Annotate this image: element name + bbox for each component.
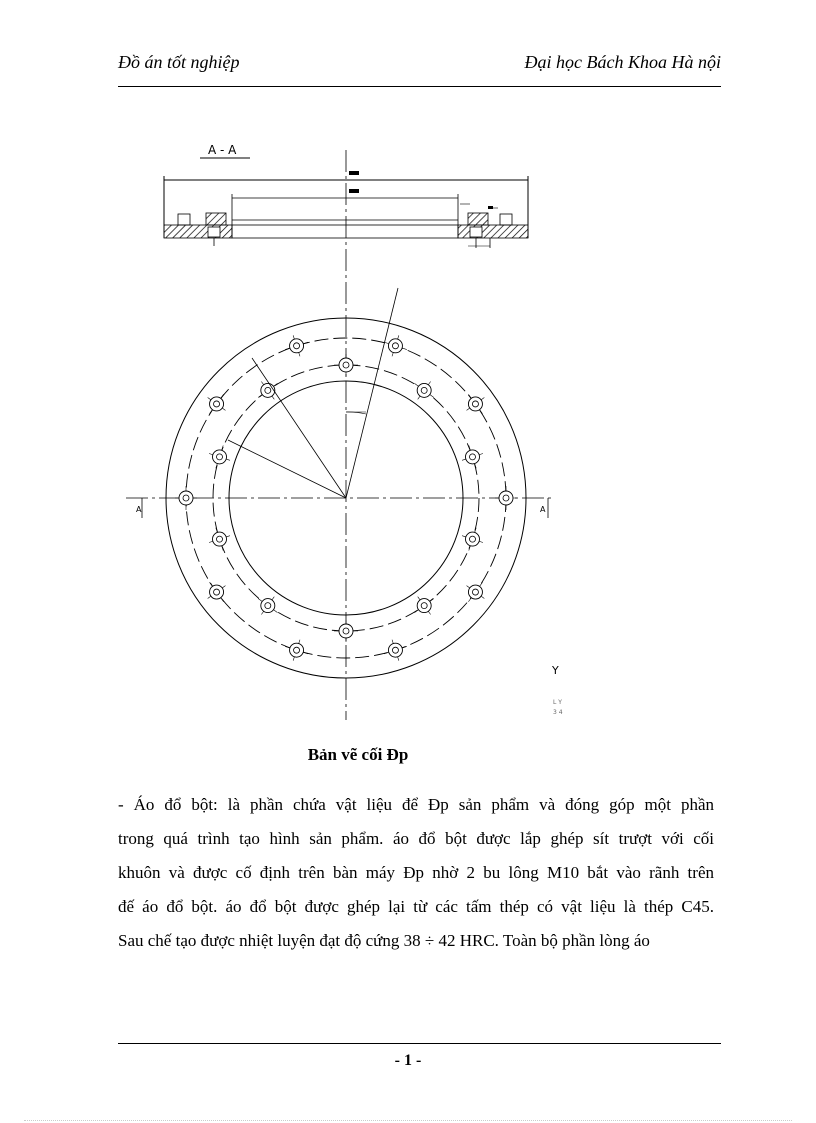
header-right-title: Đại học Bách Khoa Hà nội xyxy=(524,52,721,72)
outer-bolt-hole xyxy=(175,486,197,510)
outer-bolt-hole xyxy=(208,582,226,601)
plan-view xyxy=(126,288,552,678)
outer-bolt-hole xyxy=(285,335,308,356)
axis-label-y: Y xyxy=(552,664,559,677)
body-line: - Áo đổ bột: là phần chứa vật liệu để Đp sản phẩm và đóng góp một phần xyxy=(118,795,714,814)
figure-caption-wrapper xyxy=(0,745,816,765)
inner-bolt-hole xyxy=(209,445,230,468)
outer-bolt-hole xyxy=(384,640,407,661)
inner-bolt-hole xyxy=(258,597,277,615)
inner-bolt-hole xyxy=(414,382,433,400)
outer-bolt-hole xyxy=(467,582,485,601)
outer-bolt-hole xyxy=(285,640,308,661)
inner-bolt-hole xyxy=(209,528,230,551)
section-label: A - A xyxy=(208,143,237,157)
body-line: Sau chế tạo được nhiệt luyện đạt độ cứng 38 ÷ 42 HRC. Toàn bộ phần lòng áo xyxy=(118,931,650,950)
cut-marker-right: A xyxy=(540,505,546,514)
inner-bolt-hole xyxy=(414,597,433,615)
cut-marker-left: A xyxy=(136,505,142,514)
inner-bolt-hole xyxy=(462,528,483,551)
footer-rule xyxy=(118,1043,721,1044)
small-mark-2: 3 4 xyxy=(553,709,563,716)
body-line: đế áo đổ bột. áo đổ bột được ghép lại từ các tấm thép có vật liệu là thép C45. xyxy=(118,897,714,916)
hatched-base-left xyxy=(164,225,232,238)
page-number: - 1 - xyxy=(394,1052,422,1069)
inner-bolt-hole xyxy=(334,620,358,642)
outer-bolt-hole xyxy=(208,394,226,413)
outer-bolt-hole xyxy=(495,486,517,510)
outer-bolt-hole xyxy=(384,335,407,356)
inner-bolt-hole xyxy=(258,382,277,400)
inner-bolt-hole xyxy=(334,354,358,376)
body-line: khuôn và được cố định trên bàn máy Đp nhờ 2 bu lông M10 bắt vào rãnh trên xyxy=(118,863,714,882)
page-bottom-dotted-line xyxy=(24,1120,792,1121)
outer-bolt-hole xyxy=(467,394,485,413)
header-left-title: Đồ án tốt nghiệp xyxy=(118,52,240,72)
figure-caption: Bản vẽ cối Đp xyxy=(307,745,409,764)
body-line: trong quá trình tạo hình sản phẩm. áo đổ bột được lắp ghép sít trượt với cối xyxy=(118,829,714,848)
inner-bolt-hole xyxy=(462,445,483,468)
body-paragraph xyxy=(118,788,714,958)
small-mark-1: L Y xyxy=(553,699,562,706)
hatched-base-right xyxy=(458,225,528,238)
